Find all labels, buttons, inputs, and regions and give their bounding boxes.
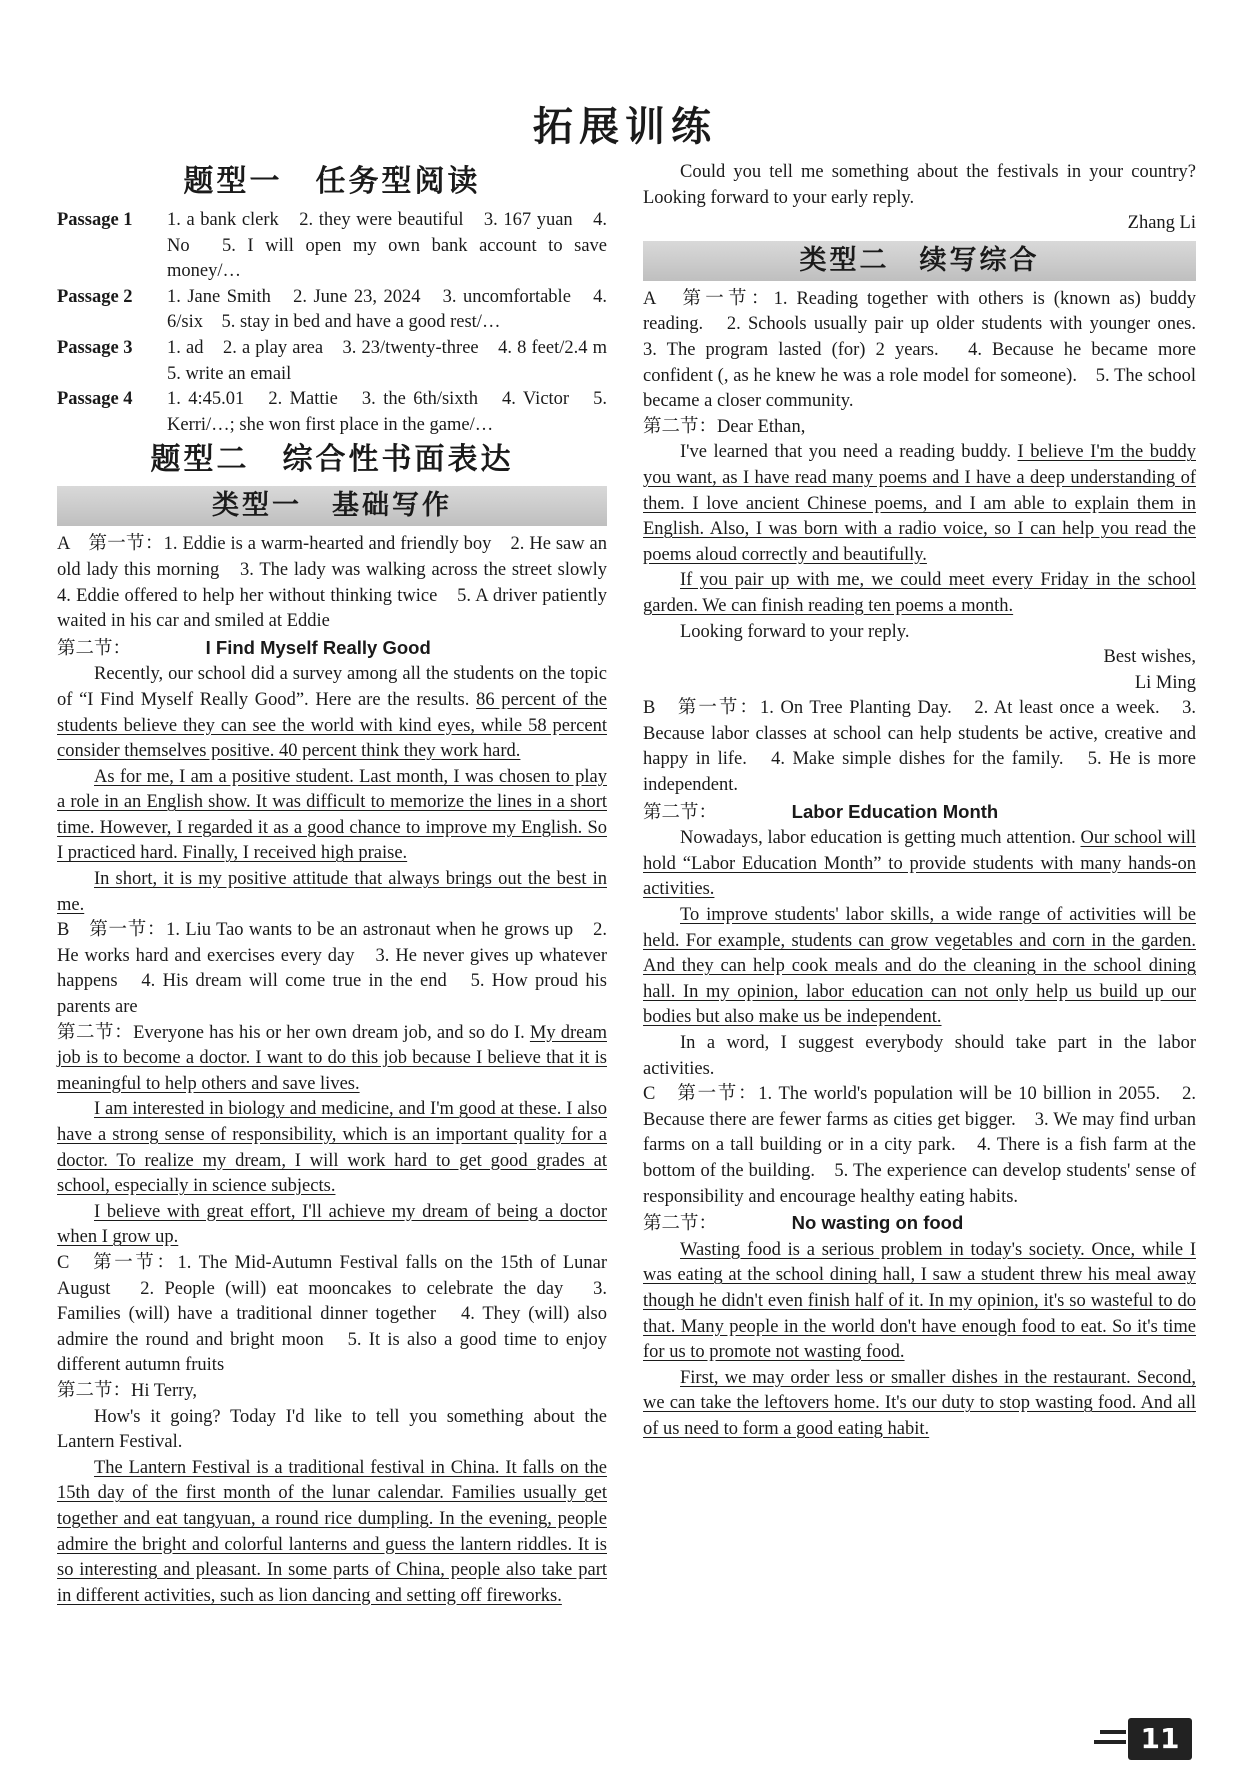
essay-text: Recently, our school did a survey among all the students on the topic of “I Find Myself Really Good”. Here are the results. <box>57 664 607 710</box>
letter-signature: Zhang Li <box>1127 213 1196 234</box>
underlined-text: My dream job is to become a doctor. I want to do this job because I believe that it is meaningful to help others and save lives. <box>57 1022 607 1094</box>
underlined-text: 86 percent of the students believe they can see the world with kind eyes, while 58 percent consider themselves positive. 40 percent think they work hard. <box>57 689 607 762</box>
answer-b-part1: B 第一节：1. Liu Tao wants to be an astronaut when he grows up 2. He works hard and exercises every day 3. He never gives up whatever happens 4. His dream will come true in the end 5. How proud his parents are <box>57 920 607 1018</box>
passage-2 <box>57 285 607 336</box>
answer-a-part1: A 第一节：1. Eddie is a warm-hearted and friendly boy 2. He saw an old lady this morning 3. The lady was walking across the street slowly 4. Eddie offered to help her without thinking twice 5. A driver patiently waited in his car and smiled at Eddie <box>57 534 626 632</box>
underlined-text: In short, it is my positive attitude that always brings out the best in me. <box>57 869 607 915</box>
right-column <box>643 160 1215 1443</box>
essay-paragraph <box>57 1200 607 1251</box>
essay-paragraph <box>57 1021 607 1098</box>
essay-paragraph <box>57 765 607 867</box>
passage-3 <box>57 336 626 387</box>
essay-paragraph <box>57 867 607 918</box>
underlined-text: If you pair up with me, we could meet every Friday in the school garden. We can finish reading ten poems a month. <box>643 570 1196 616</box>
essay-text: 第二节：Everyone has his or her own dream job, and so do I. <box>57 1022 525 1043</box>
page-number-decoration <box>1100 1730 1126 1734</box>
passage-label: Passage 1 <box>57 210 133 230</box>
essay-title: I Find Myself Really Good <box>205 636 431 658</box>
essay-text: Nowadays, labor education is getting much attention. <box>680 828 1081 849</box>
answer-ra-part1: A 第一节：1. Reading together with others is (known as) buddy reading. 2. Schools usually pair up older students with younger ones. 3. The program lasted (for) 2 years. 4. Because he became more confident (, as he knew he was a role model for someone). 5. The school became a closer community. <box>643 288 1215 412</box>
essay-text: I've learned that you need a reading buddy. <box>680 442 1018 463</box>
page-title: 拓展训练 <box>533 104 717 150</box>
essay-title: No wasting on food <box>791 1212 964 1234</box>
essay-paragraph <box>643 1238 1196 1366</box>
letter-paragraph <box>643 568 1196 619</box>
essay-paragraph <box>57 1097 607 1199</box>
passage-1 <box>57 208 607 285</box>
underlined-text: As for me, I am a positive student. Last month, I was chosen to play a role in an English show. It was difficult to memorize the lines in a short time. However, I regarded it as a good chance to improve my English. So I practiced hard. Finally, I received high praise. <box>57 766 607 864</box>
underlined-text: I believe I'm the buddy you want, as I have read many poems and I have a deep understanding of them. I love ancient Chinese poems, and I am able to explain them in English. Also, I was born with a radio voice, so I can help you read the poems aloud correctly and beautifully. <box>643 442 1196 565</box>
essay-paragraph <box>643 1366 1196 1443</box>
passage-label: Passage 2 <box>57 286 133 307</box>
underlined-text: First, we may order less or smaller dishes in the restaurant. Second, we can take the leftovers home. It's our duty to stop wasting food. And all of us need to form a good eating habit. <box>643 1367 1196 1439</box>
letter-greeting: 第二节：Hi Terry, <box>57 1380 198 1401</box>
answer-rc-part1: C 第一节：1. The world's population will be 10 billion in 2055. 2. Because there are fewer farms as cities get bigger. 3. We may find urban farms on a tall building or in a city park. 4. There is a fish farm at the bottom of the building. 5. The experience can develop students' sense of responsibility and encourage healthy eating habits. <box>643 1084 1196 1207</box>
part-label: 第二节： <box>57 638 132 659</box>
letter-greeting: 第二节：Dear Ethan, <box>643 416 806 437</box>
band-heading-basic-writing: 类型一 基础写作 <box>57 486 607 526</box>
essay-title: Labor Education Month <box>791 800 999 822</box>
underlined-text: I am interested in biology and medicine, and I'm good at these. I also have a strong sense of responsibility, which is an important quality for a doctor. To realize my dream, I will work hard to get good grades at school, especially in science subjects. <box>57 1099 607 1197</box>
passage-label: Passage 3 <box>57 337 133 358</box>
band-heading-continuation: 类型二 续写综合 <box>643 241 1196 281</box>
letter-paragraph: Could you tell me something about the festivals in your country? Looking forward to your early reply. <box>643 162 1196 208</box>
letter-paragraph: Looking forward to your reply. <box>680 621 910 642</box>
passage-4 <box>57 387 607 438</box>
section-heading-writing: 题型二 综合性书面表达 <box>150 442 514 478</box>
part-label: 第二节： <box>643 1214 718 1235</box>
passage-answers: 1. a bank clerk 2. they were beautiful 3. 167 yuan 4. No 5. I will open my own bank account to save money/… <box>167 210 607 282</box>
underlined-text: I believe with great effort, I'll achieve my dream of being a doctor when I grow up. <box>57 1201 607 1248</box>
page-number: 11 <box>1128 1718 1192 1760</box>
essay-paragraph: In a word, I suggest everybody should take part in the labor activities. <box>643 1033 1196 1079</box>
essay-title-line <box>57 635 607 663</box>
passage-answers: 1. ad 2. a play area 3. 23/twenty-three 4. 8 feet/2.4 m 5. write an email <box>167 337 626 384</box>
essay-title-line <box>643 1210 1196 1238</box>
letter-closing: Best wishes, <box>1103 647 1196 668</box>
letter-paragraph: How's it going? Today I'd like to tell you something about the Lantern Festival. <box>57 1406 607 1453</box>
section-heading-reading: 题型一 任务型阅读 <box>183 164 481 199</box>
essay-title-line <box>643 799 1196 827</box>
underlined-text: To improve students' labor skills, a wide range of activities will be held. For example, students can grow vegetables and corn in the garden. And they can help cook meals and do the cleaning in the school dining hall. In my opinion, labor education can not only help us build up our bodies but also make us be independent. <box>643 905 1196 1028</box>
underlined-text: Wasting food is a serious problem in today's society. Once, while I was eating at the school dining hall, I saw a student threw his meal away though he didn't even finish half of it. In my opinion, it's so wasteful to do that. Many people in the world don't have enough food to eat. So it's time for us to promote not wasting food. <box>643 1239 1196 1363</box>
passage-answers: 1. 4:45.01 2. Mattie 3. the 6th/sixth 4. Victor 5. Kerri/…; she won first place in the game/… <box>167 389 607 435</box>
essay-paragraph <box>643 903 1196 1031</box>
passage-answers: 1. Jane Smith 2. June 23, 2024 3. uncomfortable 4. 6/six 5. stay in bed and have a good rest/… <box>167 286 607 333</box>
underlined-text: Our school will hold “Labor Education Month” to provide students with many hands-on activities. <box>643 828 1196 900</box>
passage-label: Passage 4 <box>57 389 133 410</box>
answer-rb-part1: B 第一节：1. On Tree Planting Day. 2. At least once a week. 3. Because labor classes at school can help students be active, creative and happy in life. 4. Make simple dishes for the family. 5. He is more independent. <box>643 698 1196 796</box>
letter-signature: Li Ming <box>1134 672 1196 693</box>
letter-paragraph <box>57 1456 607 1610</box>
answer-c-part1: C 第一节：1. The Mid-Autumn Festival falls on the 15th of Lunar August 2. People (will) eat mooncakes to celebrate the day 3. Families (will) have a traditional dinner together 4. They (will) also admire the round and bright moon 5. It is also a good time to enjoy different autumn fruits <box>57 1252 607 1376</box>
left-column <box>57 160 626 1609</box>
underlined-text: The Lantern Festival is a traditional festival in China. It falls on the 15th day of the first month of the lunar calendar. Families usually get together and eat tangyuan, a round rice dumpling. In the evening, people admire the bright and colorful lanterns and guess the lantern riddles. It is so interesting and pleasant. In some parts of China, people also take part in different activities, such as lion dancing and setting off fireworks. <box>57 1457 607 1606</box>
letter-paragraph <box>643 440 1196 568</box>
essay-paragraph <box>643 826 1196 903</box>
essay-paragraph <box>57 662 607 764</box>
page-number-decoration <box>1094 1740 1126 1744</box>
part-label: 第二节： <box>643 802 718 823</box>
